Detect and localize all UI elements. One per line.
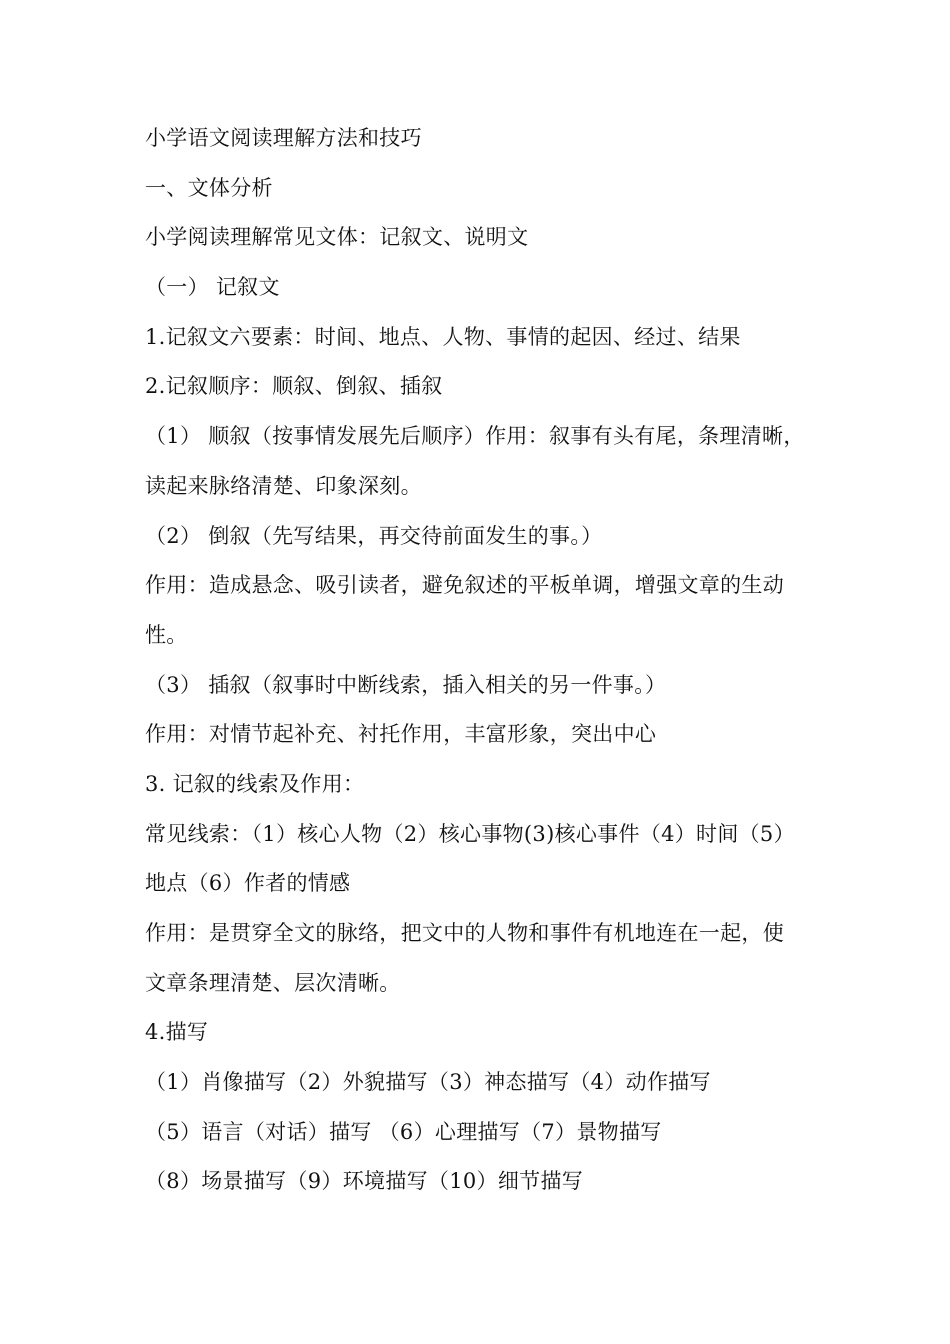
paragraph-line: （3） 插叙（叙事时中断线索，插入相关的另一件事。）	[145, 672, 667, 697]
paragraph-line: 1.记叙文六要素：时间、地点、人物、事情的起因、经过、结果	[145, 324, 741, 349]
paragraph-line: 文章条理清楚、层次清晰。	[145, 970, 401, 995]
paragraph-line: 小学阅读理解常见文体：记叙文、说明文	[145, 225, 529, 250]
document-body	[145, 114, 815, 1207]
paragraph-line: （8）场景描写（9）环境描写（10）细节描写	[145, 1169, 584, 1194]
paragraph-line: 2.记叙顺序：顺叙、倒叙、插叙	[145, 374, 443, 399]
paragraph-line: 作用：是贯穿全文的脉络，把文中的人物和事件有机地连在一起，使	[145, 921, 784, 945]
document-title: 小学语文阅读理解方法和技巧	[145, 126, 422, 150]
paragraph-line: 3. 记叙的线索及作用：	[145, 771, 365, 796]
paragraph-line: 作用：造成悬念、吸引读者，避免叙述的平板单调，增强文章的生动	[145, 573, 784, 598]
section-heading-genre-analysis: 一、文体分析	[145, 175, 273, 200]
paragraph-line: （5）语言（对话）描写 （6）心理描写（7）景物描写	[145, 1119, 662, 1144]
paragraph-line: 4.描写	[145, 1020, 209, 1045]
paragraph-line: 地点（6）作者的情感	[145, 871, 351, 896]
paragraph-line: 常见线索：（1）核心人物（2）核心事物(3)核心事件（4）时间（5）	[145, 821, 795, 846]
paragraph-line: 作用：对情节起补充、衬托作用，丰富形象，突出中心	[145, 722, 657, 747]
paragraph-line: （1） 顺叙（按事情发展先后顺序）作用：叙事有头有尾，条理清晰，	[145, 424, 805, 449]
paragraph-line: （2） 倒叙（先写结果，再交待前面发生的事。）	[145, 523, 603, 548]
paragraph-line: （1）肖像描写（2）外貌描写（3）神态描写（4）动作描写	[145, 1070, 711, 1095]
subsection-heading-narrative: （一） 记叙文	[145, 275, 280, 300]
paragraph-line: 读起来脉络清楚、印象深刻。	[145, 473, 422, 498]
paragraph-line: 性。	[145, 622, 188, 647]
